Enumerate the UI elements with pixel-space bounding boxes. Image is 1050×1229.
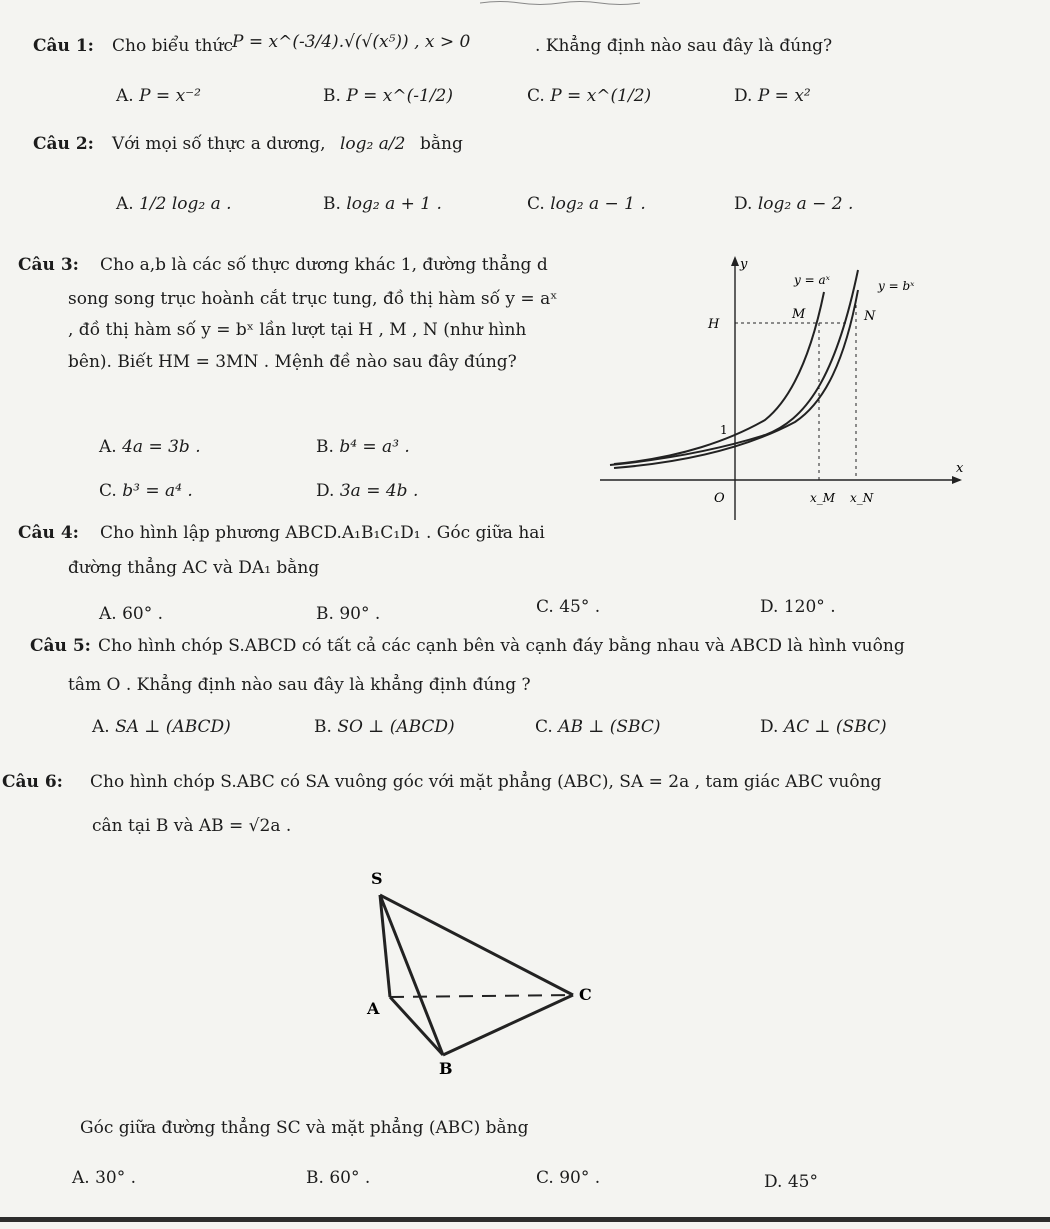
x-axis-label: x [956,461,964,476]
q3-line-4: bên). Biết HM = 3MN . Mệnh đề nào sau đây đúng? [68,352,517,372]
point-h-label: H [708,317,720,332]
bottom-border [0,1217,1050,1222]
q3-line-2: song song trục hoành cắt trục tung, đồ thị hàm số y = aˣ [68,289,558,309]
q6-question: Góc giữa đường thẳng SC và mặt phẳng (ABC) bằng [80,1118,529,1138]
vertex-s-label: S [371,869,383,888]
origin-label: O [714,491,725,506]
q5-option-d: D. AC ⊥ (SBC) [760,717,887,737]
q2-option-a: A. 1/2 log₂ a . [116,194,232,214]
q4-option-c: C. 45° . [536,597,601,617]
q5-option-c: C. AB ⊥ (SBC) [535,717,661,737]
q4-line-2: đường thẳng AC và DA₁ bằng [68,558,320,578]
q3-exponential-graph [600,250,970,525]
edge-ab [390,997,443,1055]
q2-label: Câu 2: [33,134,94,154]
xm-label: x_M [810,491,836,505]
q2-option-d: D. log₂ a − 2 . [734,194,854,214]
curve-y-bx [614,290,858,468]
q3-option-b: B. b⁴ = a³ . [316,437,410,457]
q2-stem-a: Với mọi số thực a dương, [112,134,326,154]
one-label: 1 [720,423,728,437]
x-axis-arrow-icon [952,476,962,484]
q3-option-d: D. 3a = 4b . [316,481,419,501]
q6-option-a: A. 30° . [72,1168,137,1188]
edge-sc [380,895,573,995]
q6-line-2: cân tại B và AB = √2a . [92,816,292,836]
q5-label: Câu 5: [30,636,91,656]
q3-line-1: Cho a,b là các số thực dương khác 1, đường thẳng d [100,255,548,275]
edge-sb [380,895,443,1055]
q6-label: Câu 6: [2,772,63,792]
q2-option-c: C. log₂ a − 1 . [527,194,646,214]
q1-option-d: D. P = x² [734,86,811,106]
q5-line-2: tâm O . Khẳng định nào sau đây là khẳng định đúng ? [68,675,531,695]
q1-option-b: B. P = x^(-1/2) [323,86,454,106]
point-m-label: M [792,307,806,322]
vertex-b-label: B [439,1059,453,1078]
q2-stem-b: bằng [420,134,463,154]
q1-label: Câu 1: [33,36,94,56]
q3-label: Câu 3: [18,255,79,275]
q6-line-1: Cho hình chóp S.ABC có SA vuông góc với mặt phẳng (ABC), SA = 2a , tam giác ABC vuông [90,772,882,792]
y-axis-label: y [740,257,748,272]
q4-option-b: B. 90° . [316,604,381,624]
q1-option-a: A. P = x⁻² [116,86,201,106]
q6-option-c: C. 90° . [536,1168,601,1188]
q3-option-c: C. b³ = a⁴ . [99,481,193,501]
top-edge-marks [480,0,640,6]
q6-pyramid-figure [355,862,605,1082]
q1-option-c: C. P = x^(1/2) [527,86,652,106]
q2-expression: log₂ a/2 [340,134,406,154]
y-axis-arrow-icon [731,256,739,266]
q5-option-a: A. SA ⊥ (ABCD) [92,717,231,737]
q3-option-a: A. 4a = 3b . [99,437,201,457]
q4-label: Câu 4: [18,523,79,543]
vertex-a-label: A [367,999,380,1018]
point-n-label: N [864,309,876,324]
q1-stem-a: Cho biểu thức [112,36,233,56]
q3-line-3: , đồ thị hàm số y = bˣ lần lượt tại H , M , N (như hình [68,320,527,340]
xn-label: x_N [850,491,874,505]
q5-line-1: Cho hình chóp S.ABCD có tất cả các cạnh bên và cạnh đáy bằng nhau và ABCD là hình vuông [98,636,905,656]
edge-ac-hidden [390,995,573,997]
q1-expression [232,32,470,52]
curve-a-label: y = aˣ [794,273,830,287]
vertex-c-label: C [579,985,592,1004]
q1-stem-b: . Khẳng định nào sau đây là đúng? [535,36,833,56]
q2-option-b: B. log₂ a + 1 . [323,194,442,214]
q6-option-d: D. 45° [764,1172,818,1192]
q5-option-b: B. SO ⊥ (ABCD) [314,717,455,737]
curve-b-label: y = bˣ [878,279,915,293]
q1-expr-text: P = x^(-3/4).√(√(x⁵)) , x > 0 [232,32,471,52]
edge-bc [443,995,573,1055]
q4-option-a: A. 60° . [99,604,164,624]
q6-option-b: B. 60° . [306,1168,371,1188]
q4-line-1: Cho hình lập phương ABCD.A₁B₁C₁D₁ . Góc giữa hai [100,523,545,543]
q4-option-d: D. 120° . [760,597,836,617]
